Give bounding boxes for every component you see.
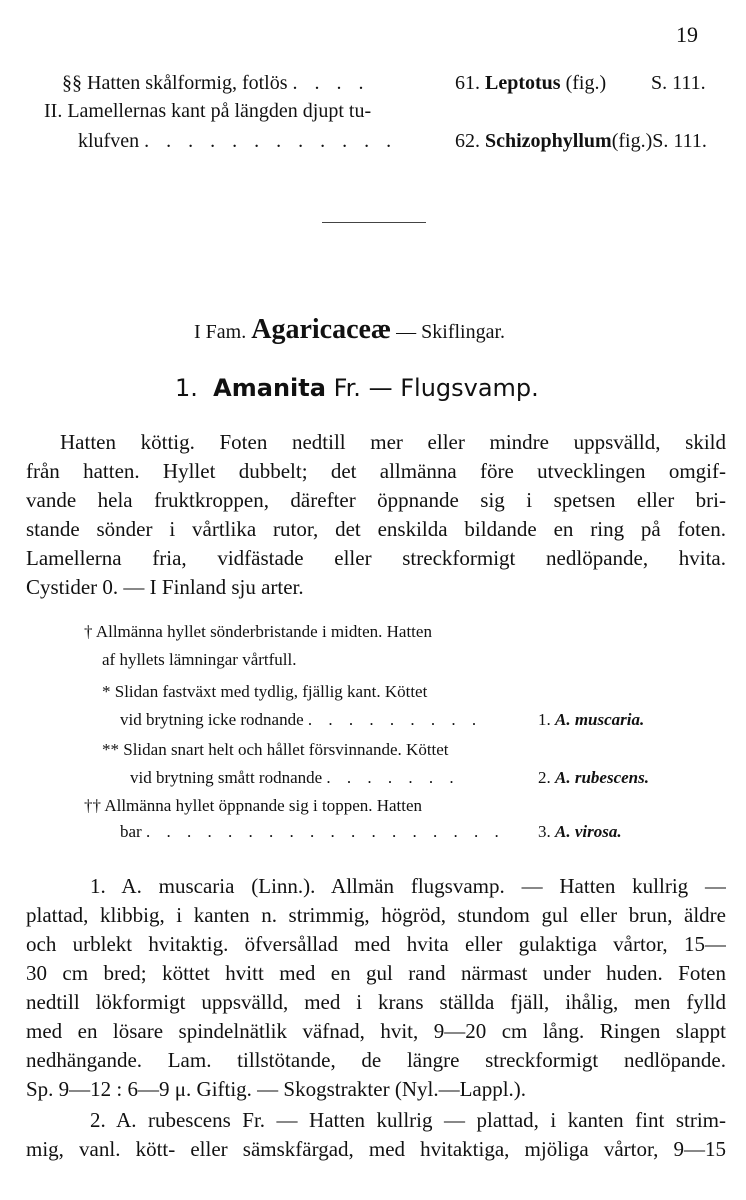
key-text: Allmänna hyllet sönderbristande i midten. Hatten: [95, 622, 432, 641]
species-key-result: [538, 768, 649, 788]
species-key-result: [538, 822, 622, 842]
key-number: 61.: [455, 72, 480, 94]
key-text: Hatten skålformig, fotlös: [87, 72, 288, 94]
leader-dots: . . . . . . .: [326, 768, 460, 787]
species-key-cont: af hyllets lämningar vårtfull.: [102, 650, 297, 669]
key-species: A. muscaria.: [555, 710, 645, 729]
genus-common-name: Flugsvamp.: [400, 374, 539, 402]
key-text-cont: klufven: [78, 130, 140, 152]
section-divider: [322, 222, 426, 223]
key-entry-continuation: [78, 130, 397, 160]
species-key-entry: [84, 622, 432, 642]
key-number: 3.: [538, 822, 551, 841]
key-number: 62.: [455, 130, 480, 152]
family-prefix: I Fam.: [194, 321, 247, 343]
key-ref: (fig.): [611, 130, 653, 152]
text-line: Cystider 0. — I Finland sju arter.: [26, 575, 304, 599]
text-line: med en lösare spindelnätlik väfnad, hvit, 9—20 cm lång. Ringen slappt: [26, 1019, 726, 1043]
key-species: A. virosa.: [555, 822, 622, 841]
text-line: stande sönder i vårtlika rutor, det enskilda bildande en ring på foten.: [26, 517, 726, 541]
key-page-ref: S. 111.: [652, 130, 707, 152]
leader-dots: . . . . . . . . . . . . . . . . . .: [145, 822, 505, 841]
key-genus: Schizophyllum: [485, 130, 612, 152]
text-line: och urblekt hvitaktig. öfversållad med hvita eller gulaktiga vårtor, 15—: [26, 932, 726, 956]
genus-number: 1.: [175, 374, 198, 402]
key-page-ref: S. 111.: [651, 72, 706, 94]
genus-name: Amanita: [213, 374, 326, 402]
key-text: Slidan snart helt och hållet försvinnande. Köttet: [123, 740, 449, 759]
text-line: 1. A. muscaria (Linn.). Allmän flugsvamp. — Hatten kullrig —: [90, 874, 726, 898]
species-key-cont: vid brytning smått rodnande . . . . . . .: [130, 768, 460, 787]
family-dash: —: [396, 321, 417, 343]
text-line: vande hela fruktkroppen, därefter öppnande sig i spetsen eller bri-: [26, 488, 726, 512]
leader-dots: . . . . . . . . . . . .: [144, 130, 398, 152]
species-key-entry: [102, 682, 427, 702]
species-key-entry: [84, 796, 422, 816]
text-line: mig, vanl. kött- eller sämskfärgad, med hvitaktiga, mjöliga vårtor, 9—15: [26, 1137, 726, 1161]
species-key-cont: vid brytning icke rodnande . . . . . . . . .: [120, 710, 483, 729]
text-line: Hatten köttig. Foten nedtill mer eller mindre uppsvälld, skild: [60, 430, 726, 454]
genus-description: [26, 428, 726, 602]
key-number: 1.: [538, 710, 551, 729]
text-line: nedhängande. Lam. tillstötande, de längre streckformigt nedlöpande.: [26, 1048, 726, 1072]
species-description-muscaria: [26, 872, 726, 1104]
text-line: 2. A. rubescens Fr. — Hatten kullrig — plattad, i kanten fint strim-: [90, 1108, 726, 1132]
genus-author: Fr.: [333, 374, 361, 402]
key-marker: II.: [44, 100, 63, 122]
text-line: från hatten. Hyllet dubbelt; det allmänna före utvecklingen omgif-: [26, 459, 726, 483]
key-marker: §§: [62, 72, 82, 94]
key-text: Allmänna hyllet öppnande sig i toppen. Hatten: [104, 796, 423, 815]
leader-dots: . . . . . . . . .: [307, 710, 483, 729]
key-species: A. rubescens.: [555, 768, 649, 787]
family-heading: [194, 314, 505, 346]
key-entry-schizophyllum: [44, 100, 371, 130]
species-key-result: [538, 710, 644, 730]
page-number: 19: [676, 22, 698, 47]
genus-heading: [175, 374, 539, 402]
key-marker: **: [102, 740, 119, 759]
species-key-cont: bar . . . . . . . . . . . . . . . . . .: [120, 822, 505, 841]
leader-dots: . . . .: [292, 72, 370, 94]
key-number: 2.: [538, 768, 551, 787]
family-common-name: Skiflingar.: [421, 321, 506, 343]
key-marker: ††: [84, 796, 101, 815]
key-genus: Leptotus: [485, 72, 561, 94]
key-entry-leptotus: [62, 72, 370, 102]
key-text: Lamellernas kant på längden djupt tu-: [67, 100, 372, 122]
species-description-rubescens: [26, 1106, 726, 1164]
text-line: 30 cm bred; köttet hvitt med en gul rand närmast under huden. Foten: [26, 961, 726, 985]
genus-dash: —: [368, 374, 393, 402]
family-name: Agaricaceæ: [251, 314, 392, 345]
text-line: Sp. 9—12 : 6—9 μ. Giftig. — Skogstrakter (Nyl.—Lappl.).: [26, 1077, 527, 1101]
text-line: Lamellerna fria, vidfästade eller streckformigt nedlöpande, hvita.: [26, 546, 726, 570]
key-result-schizophyllum: [455, 130, 707, 160]
key-marker: †: [84, 622, 93, 641]
text-line: plattad, klibbig, i kanten n. strimmig, högröd, stundom gul eller brun, äldre: [26, 903, 726, 927]
key-ref: (fig.): [565, 72, 607, 94]
text-line: nedtill lökformigt uppsvälld, med i krans ställda fjäll, ihålig, men fylld: [26, 990, 726, 1014]
key-result-leptotus: [455, 72, 606, 102]
species-key-entry: [102, 740, 449, 760]
key-text: Slidan fastväxt med tydlig, fjällig kant. Köttet: [114, 682, 428, 701]
key-marker: *: [102, 682, 111, 701]
